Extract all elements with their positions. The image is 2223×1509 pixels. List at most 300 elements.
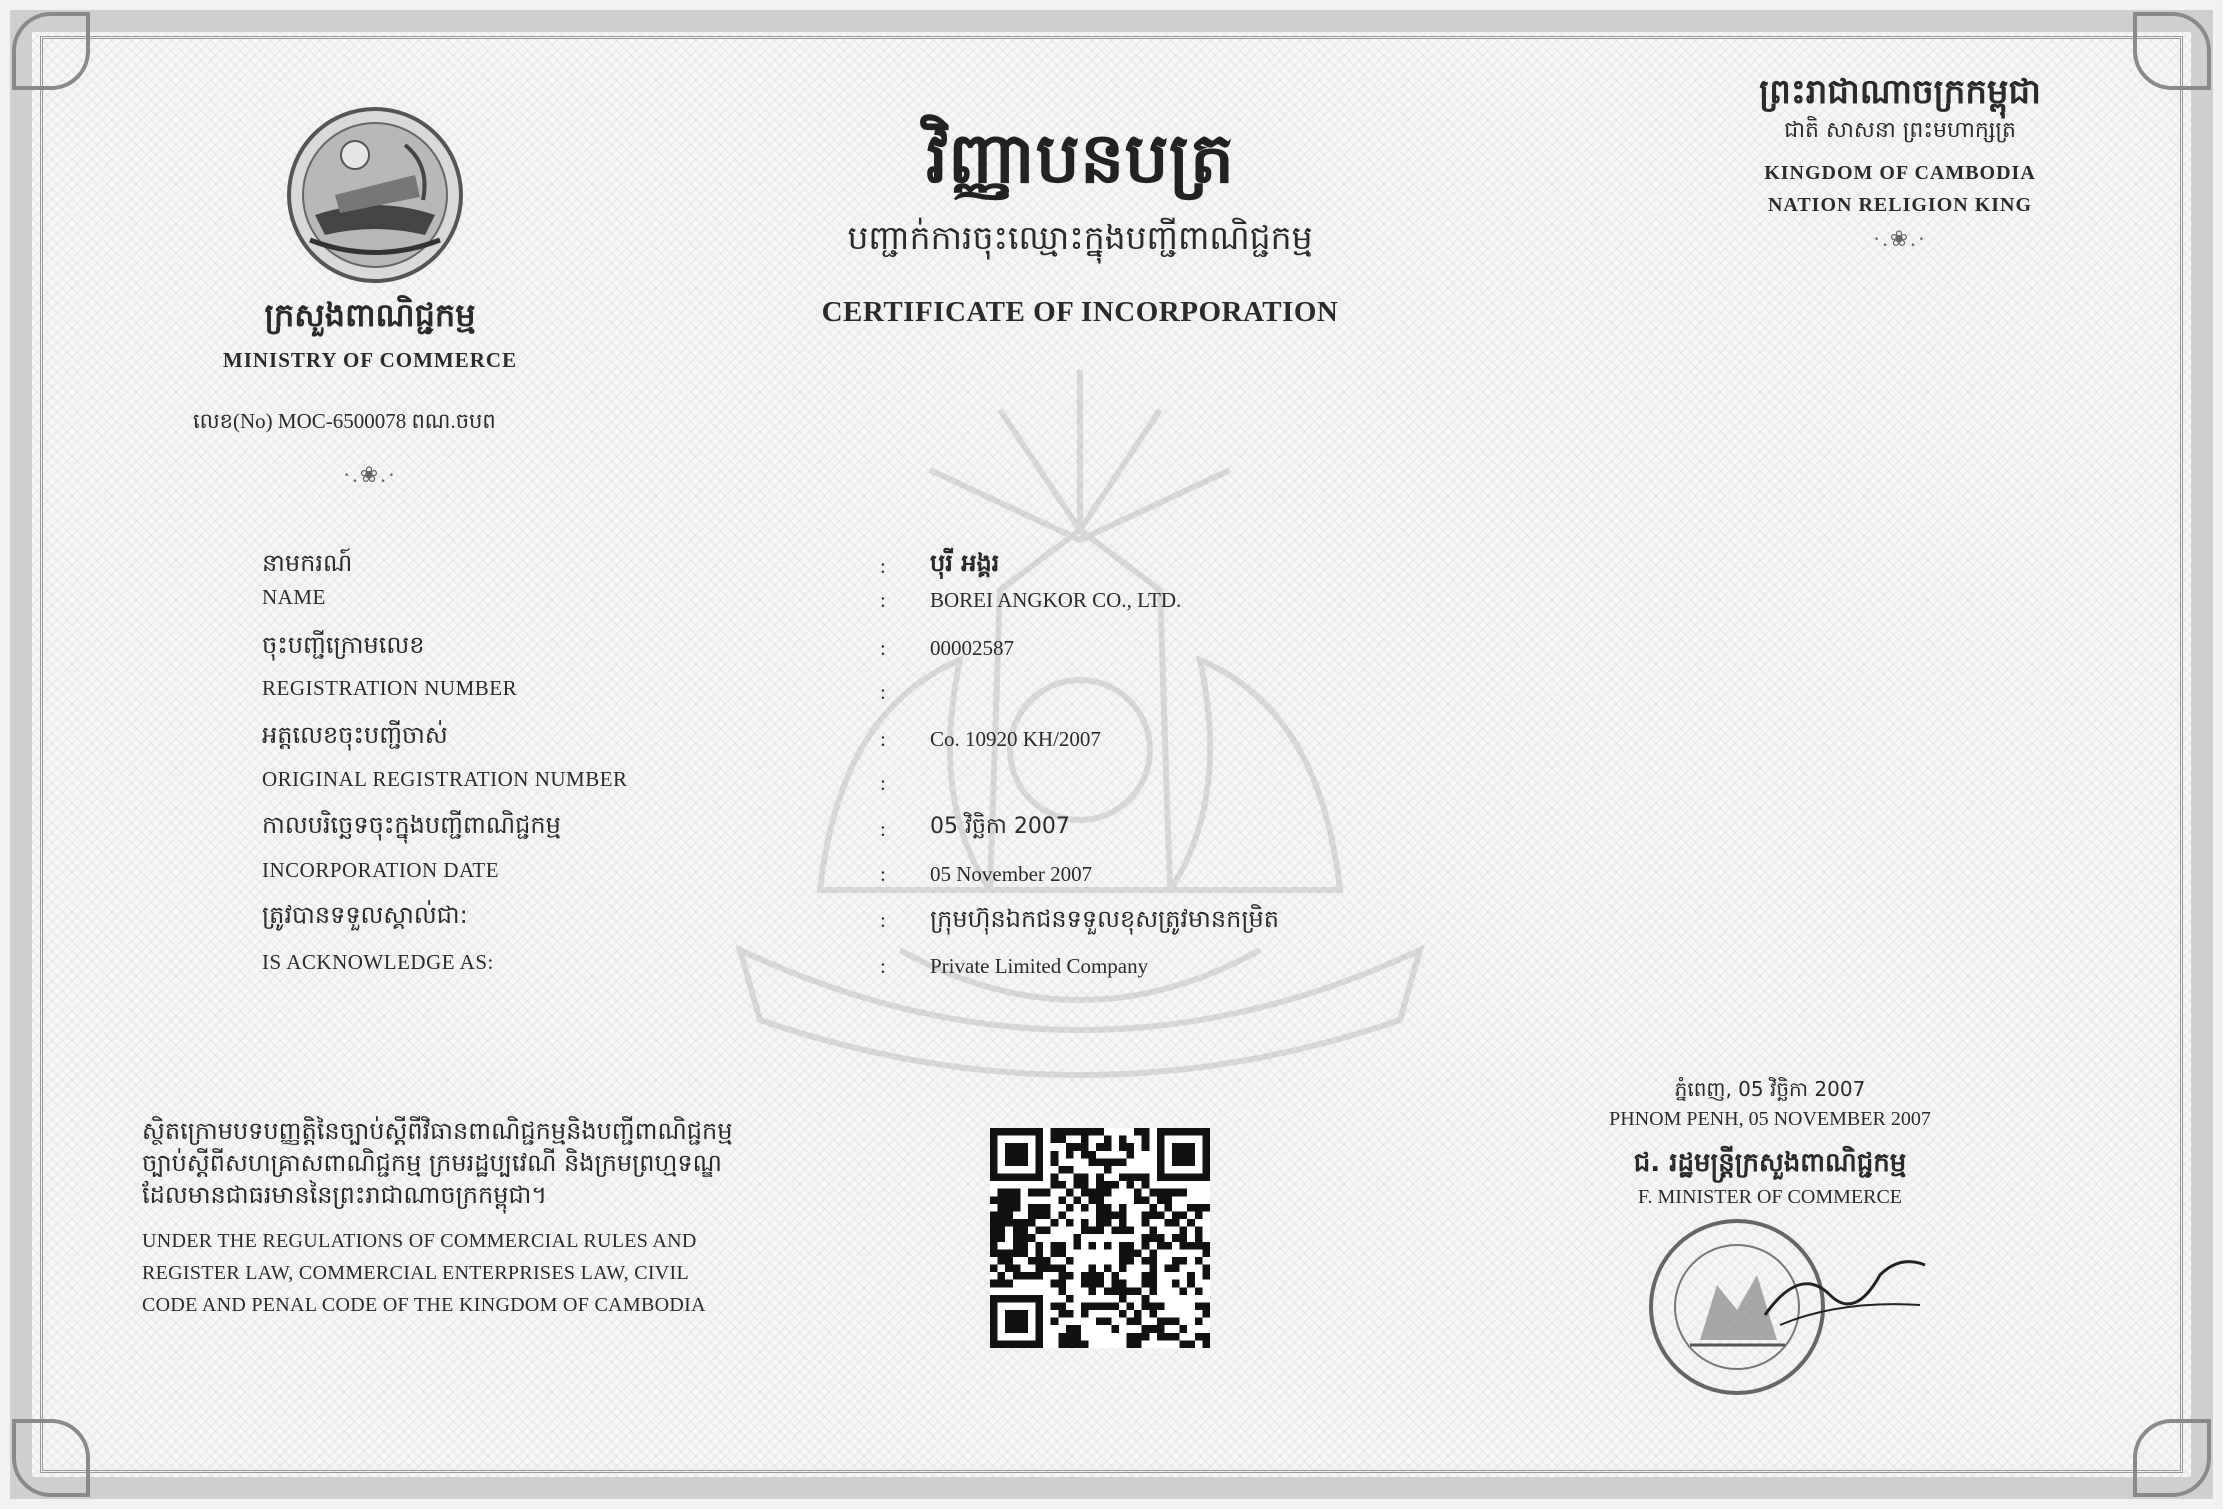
qr-module [1149, 1249, 1157, 1257]
qr-module [1119, 1227, 1127, 1235]
qr-module [1096, 1128, 1104, 1136]
label-registration-en: REGISTRATION NUMBER [262, 676, 518, 700]
qr-module [1111, 1280, 1119, 1288]
qr-module [1005, 1280, 1013, 1288]
qr-module [1195, 1257, 1203, 1265]
qr-module [1005, 1265, 1013, 1273]
qr-module [1058, 1181, 1066, 1189]
qr-module [1043, 1204, 1051, 1212]
qr-module [1149, 1189, 1157, 1197]
label-registration-km: ចុះបញ្ជីក្រោមលេខ [262, 631, 425, 659]
qr-module [1202, 1265, 1210, 1273]
qr-module [1119, 1280, 1127, 1288]
qr-module [990, 1249, 998, 1257]
value-acknowledge-km: ក្រុមហ៊ុនឯកជនទទួលខុសត្រូវមានកម្រិត [930, 905, 1279, 933]
qr-module [1051, 1219, 1059, 1227]
qr-module [1180, 1340, 1188, 1348]
qr-module [1187, 1340, 1195, 1348]
qr-module [1119, 1287, 1127, 1295]
qr-module [1036, 1272, 1044, 1280]
regulations-km-line: ស្ថិតក្រោមបទបញ្ញត្តិនៃច្បាប់ស្តីពីវិធានពាណិជ្ជកម្មនិងបញ្ជីពាណិជ្ជកម្ម [142, 1117, 733, 1145]
qr-module [1195, 1302, 1203, 1310]
regulations-en-line: CODE AND PENAL CODE OF THE KINGDOM OF CAMBODIA [142, 1294, 706, 1316]
qr-module [1028, 1272, 1036, 1280]
qr-module [1172, 1265, 1180, 1273]
qr-module [1180, 1242, 1188, 1250]
qr-module [1051, 1151, 1059, 1159]
qr-module [1142, 1325, 1150, 1333]
colon: : [880, 680, 886, 704]
qr-module [1127, 1227, 1135, 1235]
regulations-en [142, 1225, 706, 1321]
qr-module [1096, 1174, 1104, 1182]
qr-module [1020, 1249, 1028, 1257]
qr-module [1127, 1242, 1135, 1250]
corner-ornament [12, 1419, 90, 1497]
qr-module [1142, 1280, 1150, 1288]
qr-module [1058, 1242, 1066, 1250]
qr-module [1081, 1272, 1089, 1280]
qr-module [1104, 1318, 1112, 1326]
qr-module [998, 1257, 1006, 1265]
qr-module [1096, 1189, 1104, 1197]
qr-module [1028, 1189, 1036, 1197]
ministry-name-en: MINISTRY OF COMMERCE [222, 348, 518, 372]
qr-module [1081, 1174, 1089, 1182]
qr-module [1058, 1302, 1066, 1310]
qr-module [1202, 1272, 1210, 1280]
qr-module [1119, 1219, 1127, 1227]
qr-module [998, 1234, 1006, 1242]
kingdom-km: ព្រះរាជាណាចក្រកម្ពុជា [1759, 72, 2041, 112]
qr-module [1172, 1318, 1180, 1326]
qr-module [1013, 1234, 1021, 1242]
qr-module [1089, 1158, 1097, 1166]
qr-module [1134, 1340, 1142, 1348]
qr-module [1013, 1219, 1021, 1227]
qr-module [1081, 1128, 1089, 1136]
qr-module [1073, 1174, 1081, 1182]
title-km: វិញ្ញាបនបត្រ [925, 117, 1235, 199]
qr-module [990, 1219, 998, 1227]
qr-module [1081, 1181, 1089, 1189]
qr-module [1073, 1242, 1081, 1250]
qr-module [1013, 1196, 1021, 1204]
qr-module [1051, 1181, 1059, 1189]
value-registration-number: 00002587 [930, 636, 1014, 660]
qr-module [1073, 1325, 1081, 1333]
qr-module [1157, 1196, 1165, 1204]
sign-date-km: ភ្នំពេញ, 05 វិច្ឆិកា 2007 [1674, 1077, 1866, 1101]
qr-module [1195, 1333, 1203, 1341]
qr-module [1043, 1257, 1051, 1265]
qr-module [1142, 1333, 1150, 1341]
qr-module [1028, 1204, 1036, 1212]
qr-module [1081, 1136, 1089, 1144]
qr-module [1005, 1189, 1013, 1197]
qr-module [1127, 1333, 1135, 1341]
qr-finder [1005, 1310, 1028, 1333]
colon: : [880, 727, 886, 751]
qr-module [1111, 1181, 1119, 1189]
subtitle-km: បញ្ជាក់ការចុះឈ្មោះក្នុងបញ្ជីពាណិជ្ជកម្ម [847, 218, 1313, 257]
qr-module [1104, 1158, 1112, 1166]
qr-module [1195, 1234, 1203, 1242]
qr-module [1051, 1136, 1059, 1144]
qr-module [1081, 1219, 1089, 1227]
qr-module [1020, 1272, 1028, 1280]
minister-signature [1760, 1245, 1930, 1335]
qr-module [1180, 1287, 1188, 1295]
qr-module [1149, 1310, 1157, 1318]
corner-ornament [2133, 12, 2211, 90]
qr-module [1051, 1128, 1059, 1136]
ministry-name-km: ក្រសួងពាណិជ្ជកម្ម [264, 296, 476, 334]
qr-module [1119, 1310, 1127, 1318]
qr-module [1172, 1219, 1180, 1227]
qr-module [1104, 1242, 1112, 1250]
qr-module [998, 1249, 1006, 1257]
qr-module [1066, 1340, 1074, 1348]
qr-module [1142, 1143, 1150, 1151]
label-acknowledge-en: IS ACKNOWLEDGE AS: [262, 950, 494, 974]
qr-module [1111, 1211, 1119, 1219]
qr-module [1202, 1333, 1210, 1341]
qr-module [1066, 1204, 1074, 1212]
qr-module [1051, 1158, 1059, 1166]
qr-module [1020, 1219, 1028, 1227]
qr-module [1058, 1340, 1066, 1348]
qr-module [1111, 1227, 1119, 1235]
qr-module [1036, 1242, 1044, 1250]
regulations-en-line: REGISTER LAW, COMMERCIAL ENTERPRISES LAW, CIVIL [142, 1262, 690, 1284]
qr-module [1127, 1174, 1135, 1182]
qr-module [1096, 1280, 1104, 1288]
qr-module [990, 1227, 998, 1235]
regulations-km-line: ច្បាប់ស្តីពីសហគ្រាសពាណិជ្ជកម្ម ក្រមរដ្ឋប្បវេណី និងក្រមព្រហ្មទណ្ឌ [142, 1149, 722, 1177]
qr-module [1172, 1211, 1180, 1219]
qr-module [1202, 1249, 1210, 1257]
qr-module [1104, 1181, 1112, 1189]
qr-module [1104, 1287, 1112, 1295]
qr-module [1142, 1302, 1150, 1310]
qr-module [998, 1211, 1006, 1219]
qr-module [1134, 1318, 1142, 1326]
qr-module [1066, 1128, 1074, 1136]
regulations-km-line: ដែលមានជាធរមាននៃព្រះរាជាណាចក្រកម្ពុជា។ [142, 1181, 548, 1209]
qr-module [1005, 1211, 1013, 1219]
qr-module [1149, 1287, 1157, 1295]
qr-module [1066, 1166, 1074, 1174]
qr-module [998, 1189, 1006, 1197]
qr-module [1013, 1227, 1021, 1235]
qr-module [1058, 1196, 1066, 1204]
qr-module [1127, 1143, 1135, 1151]
qr-module [998, 1227, 1006, 1235]
qr-module [1134, 1189, 1142, 1197]
label-incorporation-date-km: កាលបរិច្ឆេទចុះក្នុងបញ្ជីពាណិជ្ជកម្ម [262, 811, 561, 839]
colon: : [880, 771, 886, 795]
qr-module [1058, 1287, 1066, 1295]
motto-km: ជាតិ សាសនា ព្រះមហាក្សត្រ [1784, 118, 2016, 143]
qr-module [1127, 1318, 1135, 1326]
kingdom-en: KINGDOM OF CAMBODIA [1764, 162, 2036, 184]
regulations-en-line: UNDER THE REGULATIONS OF COMMERCIAL RULES AND [142, 1230, 697, 1252]
qr-module [1149, 1272, 1157, 1280]
qr-module [1119, 1257, 1127, 1265]
qr-module [1195, 1242, 1203, 1250]
qr-module [1149, 1204, 1157, 1212]
qr-module [1119, 1174, 1127, 1182]
qr-module [1157, 1211, 1165, 1219]
qr-module [998, 1272, 1006, 1280]
qr-module [1164, 1204, 1172, 1212]
qr-module [1013, 1272, 1021, 1280]
qr-module [1195, 1318, 1203, 1326]
qr-module [1187, 1280, 1195, 1288]
qr-module [1043, 1189, 1051, 1197]
qr-module [1096, 1204, 1104, 1212]
qr-module [1051, 1249, 1059, 1257]
qr-module [1142, 1211, 1150, 1219]
qr-module [1127, 1287, 1135, 1295]
qr-module [1089, 1302, 1097, 1310]
qr-module [990, 1280, 998, 1288]
qr-module [1005, 1219, 1013, 1227]
qr-module [1104, 1204, 1112, 1212]
qr-module [1096, 1272, 1104, 1280]
value-name-km: បុរី អង្គរ [930, 549, 1000, 577]
qr-module [1036, 1265, 1044, 1273]
qr-module [1149, 1325, 1157, 1333]
qr-module [1066, 1189, 1074, 1197]
qr-module [1142, 1174, 1150, 1182]
qr-module [1066, 1151, 1074, 1159]
qr-module [1089, 1189, 1097, 1197]
qr-module [1013, 1265, 1021, 1273]
qr-module [1096, 1318, 1104, 1326]
qr-module [1202, 1310, 1210, 1318]
qr-module [1066, 1325, 1074, 1333]
qr-module [1036, 1257, 1044, 1265]
qr-module [1058, 1166, 1066, 1174]
qr-module [1089, 1287, 1097, 1295]
qr-module [1096, 1227, 1104, 1235]
qr-module [1051, 1280, 1059, 1288]
qr-module [1142, 1242, 1150, 1250]
qr-module [1020, 1234, 1028, 1242]
value-name-en: BOREI ANGKOR CO., LTD. [930, 588, 1182, 612]
qr-module [1164, 1318, 1172, 1326]
qr-module [1149, 1211, 1157, 1219]
value-incorporation-date-en: 05 November 2007 [930, 862, 1093, 886]
colon: : [880, 588, 886, 612]
qr-module [1073, 1196, 1081, 1204]
label-acknowledge-km: ត្រូវបានទទួលស្គាល់ជា: [262, 901, 468, 929]
qr-module [990, 1242, 998, 1250]
qr-module [990, 1196, 998, 1204]
qr-module [1043, 1265, 1051, 1273]
qr-module [1081, 1280, 1089, 1288]
qr-module [1180, 1189, 1188, 1197]
qr-module [1081, 1143, 1089, 1151]
qr-module [1187, 1272, 1195, 1280]
qr-finder [1005, 1143, 1028, 1166]
qr-module [1013, 1204, 1021, 1212]
label-name-en: NAME [262, 585, 326, 609]
label-name-km: នាមករណ៍ [262, 549, 353, 577]
colon: : [880, 817, 886, 841]
qr-module [1142, 1196, 1150, 1204]
qr-module [1111, 1325, 1119, 1333]
qr-module [1058, 1249, 1066, 1257]
qr-module [1127, 1249, 1135, 1257]
qr-module [1096, 1211, 1104, 1219]
qr-module [1051, 1265, 1059, 1273]
qr-module [1142, 1257, 1150, 1265]
sign-title-km: ជ. រដ្ឋមន្ត្រីក្រសួងពាណិជ្ជកម្ម [1633, 1148, 1907, 1178]
qr-module [1157, 1325, 1165, 1333]
qr-module [1142, 1272, 1150, 1280]
qr-module [1127, 1151, 1135, 1159]
qr-module [1111, 1272, 1119, 1280]
qr-module [1187, 1242, 1195, 1250]
regulations-km [142, 1115, 733, 1211]
qr-module [1142, 1295, 1150, 1303]
qr-module [990, 1234, 998, 1242]
qr-module [1081, 1340, 1089, 1348]
qr-module [1089, 1128, 1097, 1136]
qr-module [1119, 1204, 1127, 1212]
colon: : [880, 862, 886, 886]
qr-module [1005, 1257, 1013, 1265]
qr-module [1157, 1333, 1165, 1341]
qr-module [1028, 1234, 1036, 1242]
qr-module [1066, 1143, 1074, 1151]
qr-module [998, 1204, 1006, 1212]
qr-module [1119, 1143, 1127, 1151]
qr-module [1104, 1211, 1112, 1219]
qr-module [1195, 1204, 1203, 1212]
qr-module [1036, 1189, 1044, 1197]
qr-module [1127, 1257, 1135, 1265]
qr-module [1164, 1219, 1172, 1227]
label-incorporation-date-en: INCORPORATION DATE [262, 858, 500, 882]
qr-module [1020, 1242, 1028, 1250]
qr-module [1081, 1310, 1089, 1318]
motto-en: NATION RELIGION KING [1767, 194, 2033, 216]
qr-module [1149, 1280, 1157, 1288]
qr-module [1195, 1287, 1203, 1295]
qr-module [1127, 1302, 1135, 1310]
qr-module [1073, 1143, 1081, 1151]
qr-module [1142, 1181, 1150, 1189]
qr-module [1164, 1189, 1172, 1197]
qr-module [1073, 1181, 1081, 1189]
qr-module [1134, 1174, 1142, 1182]
qr-module [1202, 1242, 1210, 1250]
qr-module [1164, 1242, 1172, 1250]
qr-module [1081, 1204, 1089, 1212]
value-incorporation-date-km: 05 វិច្ឆិកា 2007 [930, 814, 1070, 839]
qr-module [1157, 1234, 1165, 1242]
qr-module [1187, 1219, 1195, 1227]
qr-module [1172, 1257, 1180, 1265]
qr-module [1134, 1333, 1142, 1341]
qr-module [1081, 1151, 1089, 1159]
qr-module [1119, 1211, 1127, 1219]
colon: : [880, 954, 886, 978]
document-number: លេខ(No) MOC-6500078 ពណ.ចបព [193, 409, 496, 433]
qr-module [1172, 1280, 1180, 1288]
qr-module [1066, 1219, 1074, 1227]
qr-module [1058, 1272, 1066, 1280]
qr-module [1058, 1333, 1066, 1341]
qr-module [1020, 1227, 1028, 1235]
qr-module [1089, 1196, 1097, 1204]
colon: : [880, 554, 886, 578]
qr-module [1142, 1219, 1150, 1227]
qr-module [1058, 1310, 1066, 1318]
qr-module [1104, 1265, 1112, 1273]
qr-module [1036, 1204, 1044, 1212]
value-acknowledge-en: Private Limited Company [930, 954, 1149, 978]
qr-module [1013, 1249, 1021, 1257]
qr-module [1195, 1211, 1203, 1219]
qr-module [1149, 1302, 1157, 1310]
qr-module [1066, 1295, 1074, 1303]
qr-module [1104, 1189, 1112, 1197]
qr-module [1172, 1333, 1180, 1341]
qr-module [1157, 1189, 1165, 1197]
qr-module [1134, 1287, 1142, 1295]
sign-date-en: PHNOM PENH, 05 NOVEMBER 2007 [1609, 1108, 1931, 1130]
qr-module [1104, 1302, 1112, 1310]
qr-module [1073, 1128, 1081, 1136]
qr-module [1149, 1257, 1157, 1265]
qr-module [1111, 1302, 1119, 1310]
ministry-ornament: ·.❀.· [342, 462, 398, 487]
qr-module [1119, 1249, 1127, 1257]
qr-module [1036, 1211, 1044, 1219]
qr-module [1043, 1211, 1051, 1219]
qr-module [1180, 1257, 1188, 1265]
qr-module [1195, 1227, 1203, 1235]
qr-module [1013, 1242, 1021, 1250]
qr-module [1149, 1227, 1157, 1235]
qr-module [1028, 1219, 1036, 1227]
qr-module [1036, 1227, 1044, 1235]
qr-module [1066, 1333, 1074, 1341]
qr-module [1096, 1158, 1104, 1166]
qr-module [1111, 1158, 1119, 1166]
qr-module [1180, 1227, 1188, 1235]
colon: : [880, 636, 886, 660]
qr-module [1089, 1242, 1097, 1250]
qr-module [1089, 1265, 1097, 1273]
qr-module [1119, 1158, 1127, 1166]
title-en: CERTIFICATE OF INCORPORATION [821, 296, 1339, 328]
qr-module [1005, 1196, 1013, 1204]
qr-module [1013, 1189, 1021, 1197]
qr-module [1180, 1234, 1188, 1242]
qr-module [1134, 1249, 1142, 1257]
label-original-registration-en: ORIGINAL REGISTRATION NUMBER [262, 767, 628, 791]
qr-module [1036, 1249, 1044, 1257]
ministry-logo [285, 105, 465, 285]
qr-module [1172, 1234, 1180, 1242]
qr-module [1073, 1333, 1081, 1341]
